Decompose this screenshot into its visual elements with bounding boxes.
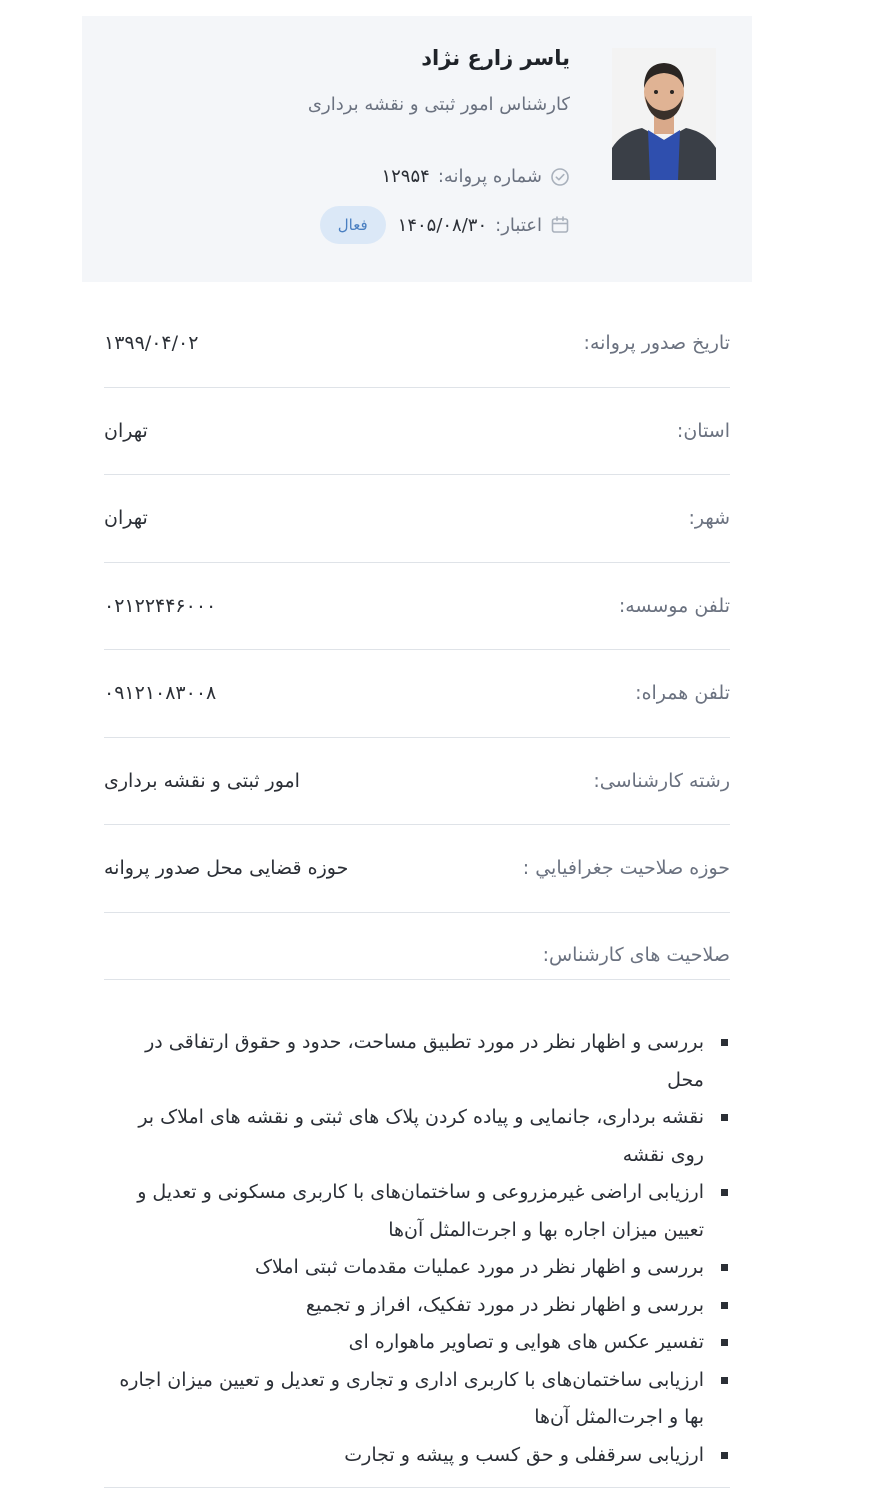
detail-label: استان: [676,419,730,442]
list-item: تفسیر عکس های هوایی و تصاویر ماهواره ای [104,1324,730,1362]
detail-label: تلفن همراه: [635,682,730,705]
list-item: ارزیابی سرقفلی و حق کسب و پیشه و تجارت [104,1437,730,1475]
detail-row-office-phone [104,563,730,651]
detail-label: تاریخ صدور پروانه: [583,332,730,355]
validity-date: ۱۴۰۵/۰۸/۳۰ [397,214,488,236]
detail-value: حوزه قضایی محل صدور پروانه [104,857,349,880]
detail-value: امور ثبتی و نقشه برداری [104,769,300,792]
list-item: بررسی و اظهار نظر در مورد تفکیک، افراز و تجمیع [104,1287,730,1325]
detail-value: تهران [104,419,148,442]
check-circle-icon [550,167,570,187]
detail-row-issue-date [104,300,730,388]
license-number: ۱۲۹۵۴ [381,166,430,187]
avatar [612,48,716,180]
detail-value: تهران [104,507,148,530]
bottom-divider [104,1487,730,1488]
detail-label: شهر: [688,507,730,530]
validity-label: اعتبار: [495,214,542,236]
detail-label: حوزه صلاحیت جغرافیايي : [522,857,730,880]
license-label: شماره پروانه: [437,166,542,187]
expert-name: یاسر زارع نژاد [421,46,570,70]
detail-row-field [104,738,730,826]
details-list [104,300,730,913]
list-item: بررسی و اظهار نظر در مورد عملیات مقدمات ثبتی املاک [104,1249,730,1287]
detail-label: تلفن موسسه: [618,594,730,617]
status-badge: فعال [320,206,386,244]
detail-value: ۰۹۱۲۱۰۸۳۰۰۸ [104,682,217,705]
detail-row-mobile-phone [104,650,730,738]
detail-row-province [104,388,730,476]
detail-label: رشته کارشناسی: [593,769,730,792]
list-item: ارزیابی اراضی غیرمزروعی و ساختمان‌های با کاربری مسکونی و تعدیل و تعیین میزان اجاره بها و اجرت‌المثل آن‌ها [104,1174,730,1249]
competencies-heading: صلاحیت های کارشناس: [104,910,730,980]
list-item: بررسی و اظهار نظر در مورد تطبیق مساحت، حدود و حقوق ارتفاقی در محل [104,1024,730,1099]
list-item: ارزیابی ساختمان‌های با کاربری اداری و تجاری و تعدیل و تعیین میزان اجاره بها و اجرت‌المثل آن‌ها [104,1362,730,1437]
detail-row-jurisdiction [104,825,730,913]
validity-row [320,206,570,244]
calendar-icon [550,215,570,235]
list-item: نقشه برداری، جانمایی و پیاده کردن پلاک های ثبتی و نقشه های املاک بر روی نقشه [104,1099,730,1174]
detail-row-city [104,475,730,563]
profile-card [82,16,752,282]
competencies-list [104,1024,730,1474]
detail-value: ۰۲۱۲۲۴۴۶۰۰۰ [104,594,217,617]
expert-title: کارشناس امور ثبتی و نقشه برداری [307,94,570,115]
license-row [381,166,570,187]
detail-value: ۱۳۹۹/۰۴/۰۲ [104,332,199,355]
person-photo-icon [612,48,716,180]
